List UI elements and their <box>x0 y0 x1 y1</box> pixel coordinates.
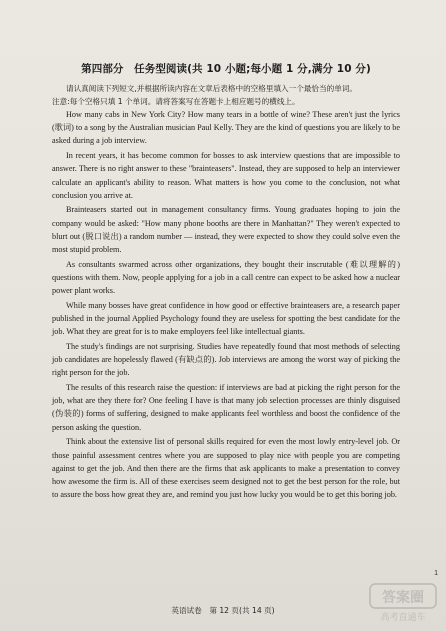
paragraph-6: The study's findings are not surprising. Studies have repeatedly found that most methods of selecting job candidates are hopelessly flawed (有缺点的). Job interviews are among the worst way of picking the right person for the job. <box>52 341 400 378</box>
paragraph-3: Brainteasers started out in management consultancy firms. Young graduates hoping to join the company would be asked: "How many phone booths are there in Manhattan?" They weren't expected to blurt out (脱口说出) a random number — instead, they were expected to show they could solve even the most stupid problem. <box>52 205 400 255</box>
section-title: 第四部分 任务型阅读(共 10 小题;每小题 1 分,满分 10 分) <box>81 63 371 75</box>
watermark-logo <box>368 582 438 624</box>
paragraph-2: In recent years, it has become common for bosses to ask interview questions that are impossible to answer. There is no right answer to these "brainteasers". Instead, they are supposed to help an interviewer calculate an applicant's ability to reason. What matters is how you come to the conclusion, not what conclusion you arrive at. <box>52 151 400 200</box>
page-content <box>52 62 400 501</box>
paragraph-5: While many bosses have great confidence in how good or effective brainteasers are, a research paper published in the journal Applied Psychology found they are useless for spotting the best candidate for the job. What they are great for is to make employers feel like intellectual giants. <box>52 300 400 337</box>
page-edge-mark: 1 <box>434 570 438 577</box>
watermark-text: 答案圈 <box>382 590 424 606</box>
instruction-line-1: 请认真阅读下列短文,并根据所读内容在文章后表格中的空格里填入一个最恰当的单词。 <box>66 84 357 93</box>
page-footer: 英语试卷 第 12 页(共 14 页) <box>171 606 275 615</box>
watermark-subtext: 高考直通车 <box>380 613 426 623</box>
paragraph-1: How many cabs in New York City? How many tears in a bottle of wine? These aren't just the lyrics (歌词) to a song by the Australian musician Paul Kelly. They are the kind of questions you are likely to be asked during a job interview. <box>52 110 400 146</box>
paragraph-7: The results of this research raise the question: if interviews are bad at picking the right person for the job, what are they there for? One feeling I have is that many job selection processes are thinly disguised (伪装的) forms of suffering, designed to make applicants feel worthless and boost the confidence of the person asking the question. <box>52 383 400 432</box>
paragraph-4: As consultants swarmed across other organizations, they bought their inscrutable (难以理解的) questions with them. Now, people applying for a job in a call centre can expect to be asked how a nuclear power plant works. <box>52 259 400 296</box>
instruction-line-2: 注意:每个空格只填 1 个单词。请将答案写在答题卡上相应题号的横线上。 <box>52 97 300 106</box>
paragraph-8: Think about the extensive list of personal skills required for even the most lowly entry-level job. Or those painful assessment centres where you are supposed to play nice with people you are competing against to get the job. And then there are the firms that ask applicants to make a presentation to convey how awesome the firm is. All of these exercises seem designed not to get the best person for the role, but to assure the boss how great they are, and remind you just how lucky you would be to get this boring job. <box>52 437 400 500</box>
